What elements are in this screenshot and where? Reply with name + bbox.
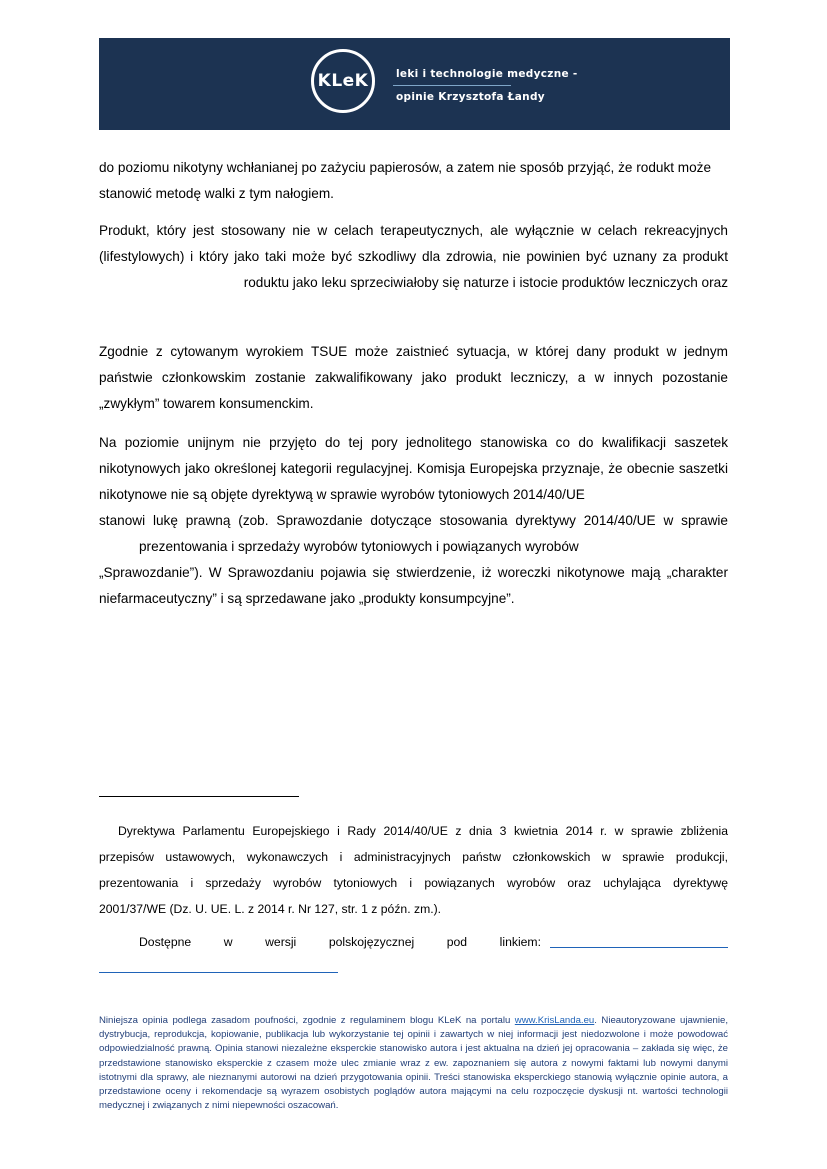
footnote-separator [99, 796, 299, 797]
text-line: „Sprawozdanie”). W Sprawozdaniu pojawia się stwierdzenie, iż woreczki nikotynowe mają „charakter [99, 565, 728, 580]
text-line: prezentowania i sprzedaży wyrobów tytoniowych i powiązanych wyrobów oraz uchylająca dyrektywę [99, 876, 728, 890]
text-word: linkiem: [499, 935, 541, 949]
text-word: w [223, 935, 233, 949]
text-word: Dostępne [139, 935, 192, 949]
text-line: niefarmaceutyczny” i są sprzedawane jako „produkty konsumpcyjne”. [99, 591, 515, 606]
text-line: Na poziomie unijnym nie przyjęto do tej pory jednolitego stanowiska co do kwalifikacji saszetek [99, 435, 728, 450]
text-line: (lifestylowych) i który jako taki może być szkodliwy dla zdrowia, nie powinien być uznany za produkt [99, 249, 728, 264]
paragraph-2 [99, 218, 728, 296]
logo-divider [393, 85, 511, 86]
logo-tagline-1: leki i technologie medyczne - [396, 68, 578, 80]
footnote-link-underline[interactable] [550, 947, 728, 948]
logo-text: KLeK [317, 71, 369, 91]
text-word: pod [446, 935, 468, 949]
paragraph-4 [99, 430, 728, 612]
text-line: stanowić metodę walki z tym nałogiem. [99, 186, 334, 201]
footnote-1 [99, 818, 728, 922]
text-line: „zwykłym” towarem konsumenckim. [99, 396, 314, 411]
text-word: polskojęzycznej [328, 935, 415, 949]
text-line: nikotynowe nie są objęte dyrektywą w sprawie wyrobów tytoniowych 2014/40/UE [99, 487, 585, 502]
text-line: stanowi lukę prawną (zob. Sprawozdanie dotyczące stosowania dyrektywy 2014/40/UE w sprawie [99, 513, 728, 528]
logo-tagline-2: opinie Krzysztofa Łandy [396, 91, 545, 103]
disclaimer-text [99, 1014, 728, 1113]
paragraph-3 [99, 339, 728, 417]
text-line: przepisów ustawowych, wykonawczych i administracyjnych państw członkowskich w sprawie produkcji, [99, 850, 728, 864]
text-word: wersji [265, 935, 297, 949]
footnote-2-text [139, 929, 541, 955]
disclaimer [99, 1014, 728, 1113]
text-line: roduktu jako leku sprzeciwiałoby się naturze i istocie produktów leczniczych oraz [243, 275, 728, 290]
text-line: nikotynowych jako określonej kategorii regulacyjnej. Komisja Europejska przyznaje, że obecnie saszetki [99, 461, 728, 476]
disclaimer-text-end: . Nieautoryzowane ujawnienie, dystrybucja, reprodukcja, kopiowanie, publikacja lub wykorzystanie tej opinii i zawartych w niej informacji jest niedozwolone i może powodować odpowiedzialność prawną. Opinia stanowi niezależne eksperckie stanowisko autora i jest aktualna na dzień jej opracowania – zakłada się więc, że przedstawione stanowisko eksperckie z czasem może ulec zmianie wraz z ew. zapoznaniem się autora z nowymi faktami lub nowymi danymi istotnymi dla sprawy, ale nieznanymi autorowi na dzień przygotowania opinii. Treści stanowiska eksperckiego stanowią wyłącznie opinie autora, a przedstawione oceny i rekomendacje są wyrazem osobistych poglądów autora mającymi na celu rozpoczęcie dyskusji nt. wartości technologii medycznej i związanych z nimi niepewności oszacowań. [99, 1015, 728, 1112]
text-line: prezentowania i sprzedaży wyrobów tytoniowych i powiązanych wyrobów [139, 539, 579, 554]
portal-link[interactable]: www.KrisLanda.eu [514, 1015, 595, 1026]
klek-logo [311, 49, 375, 113]
text-line: do poziomu nikotyny wchłanianej po zażyciu papierosów, a zatem nie sposób przyjąć, że rodukt może [99, 160, 712, 175]
paragraph-1 [99, 155, 728, 207]
footnote-2 [99, 929, 728, 981]
footnote-link-underline[interactable] [99, 972, 338, 973]
header-banner [99, 38, 730, 130]
text-line: 2001/37/WE (Dz. U. UE. L. z 2014 r. Nr 127, str. 1 z późn. zm.). [99, 902, 442, 916]
text-line: państwie członkowskim zostanie zakwalifikowany jako produkt leczniczy, a w innych pozostanie [99, 370, 728, 385]
text-line: Dyrektywa Parlamentu Europejskiego i Rady 2014/40/UE z dnia 3 kwietnia 2014 r. w sprawie zbliżenia [118, 824, 728, 838]
disclaimer-text-start: Niniejsza opinia podlega zasadom poufności, zgodnie z regulaminem blogu KLeK na portalu [99, 1015, 515, 1026]
text-line: Zgodnie z cytowanym wyrokiem TSUE może zaistnieć sytuacja, w której dany produkt w jednym [99, 344, 728, 359]
text-line: Produkt, który jest stosowany nie w celach terapeutycznych, ale wyłącznie w celach rekreacyjnych [99, 223, 728, 238]
